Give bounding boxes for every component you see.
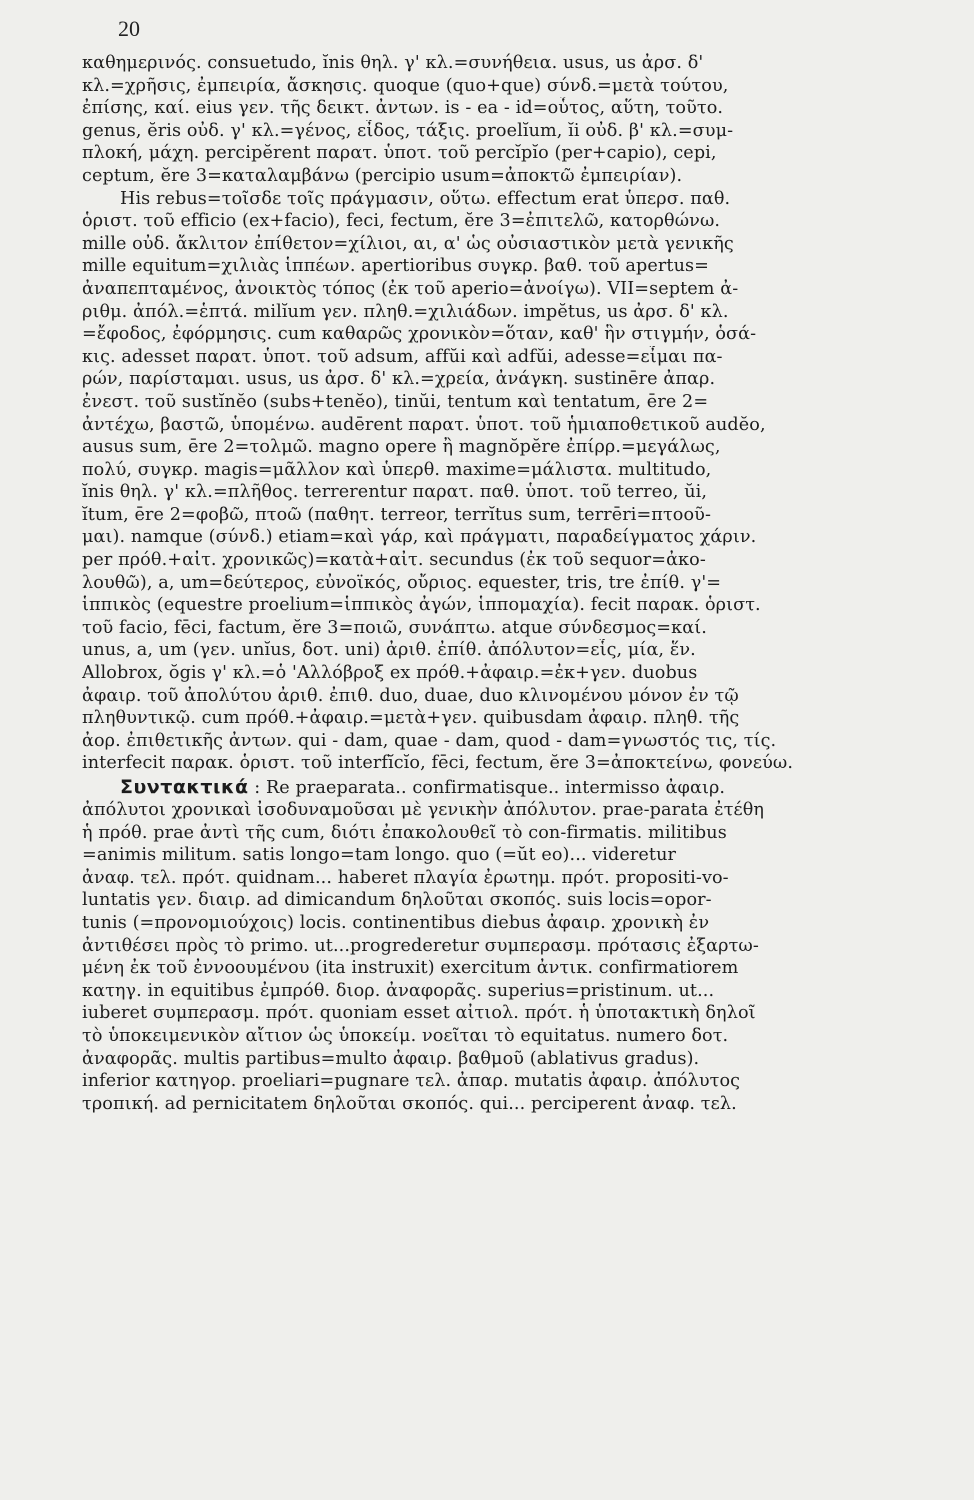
text-line: luntatis γεν. διαιρ. ad dimicandum δηλοῦται σκοπός. suis locis=opor- xyxy=(82,890,712,911)
text-line: =ἔφοδος, ἐφόρμησις. cum καθαρῶς χρονικὸν=ὅταν, καθ' ἣν στιγμήν, ὁσά- xyxy=(82,324,757,345)
text-line: ausus sum, ēre 2=τολμῶ. magno opere ἢ magnŏpĕre ἐπίρρ.=μεγάλως, xyxy=(82,437,721,458)
text-line: iuberet συμπερασμ. πρότ. quoniam esset αἰτιολ. πρότ. ἡ ὑποτακτικὴ δηλοῖ xyxy=(82,1003,756,1024)
text-line: ἐνεστ. τοῦ sustĭnĕo (subs+tenĕo), tinŭi, tentum καὶ tentatum, ēre 2= xyxy=(82,391,709,412)
text-line: τοῦ facio, fēci, factum, ĕre 3=ποιῶ, συνάπτω. atque σύνδεσμος=καί. xyxy=(82,617,707,638)
text-line: per πρόθ.+αἰτ. χρονικῶς)=κατὰ+αἰτ. secundus (ἐκ τοῦ sequor=ἀκο- xyxy=(82,550,706,571)
text-line: interfecit παρακ. ὁριστ. τοῦ interfĭcĭo, fēci, fectum, ĕre 3=ἀποκτείνω, φονεύω. xyxy=(82,753,794,774)
text-line: mille οὐδ. ἄκλιτον ἐπίθετον=χίλιοι, αι, α' ὡς οὐσιαστικὸν μετὰ γενικῆς xyxy=(82,233,734,254)
commentary-text xyxy=(82,52,962,1115)
text-line: ἱππικὸς (equestre proelium=ἱππικὸς ἀγών, ἱππομαχία). fecit παρακ. ὁριστ. xyxy=(82,595,761,616)
text-line: unus, a, um (γεν. unĭus, δοτ. uni) ἀριθ. ἐπίθ. ἀπόλυτον=εἷς, μία, ἕν. xyxy=(82,640,696,661)
text-line: ἀναπεπταμένος, ἀνοικτὸς τόπος (ἐκ τοῦ aperio=ἀνοίγω). VII=septem ἀ- xyxy=(82,278,739,299)
text-line: ριθμ. ἀπόλ.=ἑπτά. milĭum γεν. πληθ.=χιλιάδων. impĕtus, us ἀρσ. δ' κλ. xyxy=(82,301,729,322)
section-heading-line xyxy=(82,775,962,799)
text-line: πληθυντικῷ. cum πρόθ.+ἀφαιρ.=μετὰ+γεν. quibusdam ἀφαιρ. πληθ. τῆς xyxy=(82,708,740,729)
text-line: ἀορ. ἐπιθετικῆς ἀντων. qui - dam, quae - dam, quod - dam=γνωστός τις, τίς. xyxy=(82,730,777,751)
text-line: πολύ, συγκρ. magis=μᾶλλον καὶ ὑπερθ. maxime=μάλιστα. multitudo, xyxy=(82,459,712,480)
text-line: ρών, παρίσταμαι. usus, us ἀρσ. δ' κλ.=χρεία, ἀνάγκη. sustinēre ἀπαρ. xyxy=(82,369,716,390)
text-line: τὸ ὑποκειμενικὸν αἴτιον ὡς ὑποκείμ. νοεῖται τὸ equitatus. numero δοτ. xyxy=(82,1025,729,1046)
text-line: =animis militum. satis longo=tam longo. quo (=ŭt eo)... videretur xyxy=(82,845,677,866)
text-line: ceptum, ĕre 3=καταλαμβάνω (percipio usum=ἀποκτῶ ἐμπειρίαν). xyxy=(82,165,683,186)
text-line: inferior κατηγορ. proeliari=pugnare τελ. ἀπαρ. mutatis ἀφαιρ. ἀπόλυτος xyxy=(82,1071,741,1092)
text-line: κις. adesset παρατ. ὑποτ. τοῦ adsum, affŭi καὶ adfŭi, adesse=εἶμαι πα- xyxy=(82,346,723,367)
text-line: ἀναφορᾶς. multis partibus=multo ἀφαιρ. βαθμοῦ (ablativus gradus). xyxy=(82,1048,700,1069)
text-line: tunis (=προνομιούχοις) locis. continentibus diebus ἀφαιρ. χρονικὴ ἐν xyxy=(82,912,710,933)
text-line: μένη ἐκ τοῦ ἐννοουμένου (ita instruxit) exercitum ἀντικ. confirmatiorem xyxy=(82,958,739,979)
text-line: ĭnis θηλ. γ' κλ.=πλῆθος. terrerentur παρατ. παθ. ὑποτ. τοῦ terreo, ŭi, xyxy=(82,482,708,503)
text-line: ἀπόλυτοι χρονικαὶ ἰσοδυναμοῦσαι μὲ γενικὴν ἀπόλυτον. prae-parata ἐτέθη xyxy=(82,800,765,820)
text-line: genus, ĕris οὐδ. γ' κλ.=γένος, εἶδος, τάξις. proelĭum, ĭi οὐδ. β' κλ.=συμ- xyxy=(82,120,734,141)
text-line: κλ.=χρῆσις, ἐμπειρία, ἄσκησις. quoque (quo+que) σύνδ.=μετὰ τούτου, xyxy=(82,75,729,96)
text-line: ĭtum, ēre 2=φοβῶ, πτοῶ (παθητ. terreor, terrĭtus sum, terrēri=πτοοῦ- xyxy=(82,504,712,525)
text-line: μαι). namque (σύνδ.) etiam=καὶ γάρ, καὶ πράγματι, παραδείγματος χάριν. xyxy=(82,527,757,548)
text-line: : Re praeparata.. confirmatisque.. intermisso ἀφαιρ. xyxy=(254,778,726,798)
text-line: ἀναφ. τελ. πρότ. quidnam... haberet πλαγία ἐρωτημ. πρότ. propositi-vo- xyxy=(82,867,729,888)
text-line: ἐπίσης, καί. eius γεν. τῆς δεικτ. ἀντων. is - ea - id=οὗτος, αὕτη, τοῦτο. xyxy=(82,98,724,119)
text-line: πλοκή, μάχη. percipĕrent παρατ. ὑποτ. τοῦ percĭpĭo (per+capio), cepi, xyxy=(82,143,717,164)
text-line: Allobrox, ŏgis γ' κλ.=ὁ 'Αλλόβροξ ex πρόθ.+ἀφαιρ.=ἐκ+γεν. duobus xyxy=(82,663,698,684)
text-line: κατηγ. in equitibus ἐμπρόθ. διορ. ἀναφορᾶς. superius=pristinum. ut... xyxy=(82,980,715,1001)
text-line: His rebus=τοῖσδε τοῖς πράγμασιν, οὕτω. effectum erat ὑπερσ. παθ. xyxy=(120,188,731,209)
page-number: 20 xyxy=(118,16,140,41)
text-line: καθημερινός. consuetudo, ĭnis θηλ. γ' κλ.=συνήθεια. usus, us ἀρσ. δ' xyxy=(82,53,704,73)
text-line: ἀντέχω, βαστῶ, ὑπομένω. audērent παρατ. ὑποτ. τοῦ ἡμιαποθετικοῦ audĕo, xyxy=(82,414,766,435)
text-line: mille equitum=χιλιὰς ἱππέων. apertioribus συγκρ. βαθ. τοῦ apertus= xyxy=(82,256,709,277)
text-line: ὁριστ. τοῦ efficio (ex+facio), feci, fectum, ĕre 3=ἐπιτελῶ, κατορθώνω. xyxy=(82,211,721,232)
text-line: ἡ πρόθ. prae ἀντὶ τῆς cum, διότι ἐπακολουθεῖ τὸ con-firmatis. militibus xyxy=(82,822,727,843)
text-line: ἀντιθέσει πρὸς τὸ primo. ut...progrederetur συμπερασμ. πρότασις ἐξαρτω- xyxy=(82,935,759,956)
section-heading: Συντακτικά xyxy=(120,776,249,798)
text-line: τροπική. ad pernicitatem δηλοῦται σκοπός. qui... perciperent ἀναφ. τελ. xyxy=(82,1093,737,1114)
text-line: ἀφαιρ. τοῦ ἀπολύτου ἀριθ. ἐπιθ. duo, duae, duo κλινομένου μόνον ἐν τῷ xyxy=(82,685,739,706)
text-line: λουθῶ), a, um=δεύτερος, εὐνοϊκός, οὔριος. equester, tris, tre ἐπίθ. γ'= xyxy=(82,572,722,593)
